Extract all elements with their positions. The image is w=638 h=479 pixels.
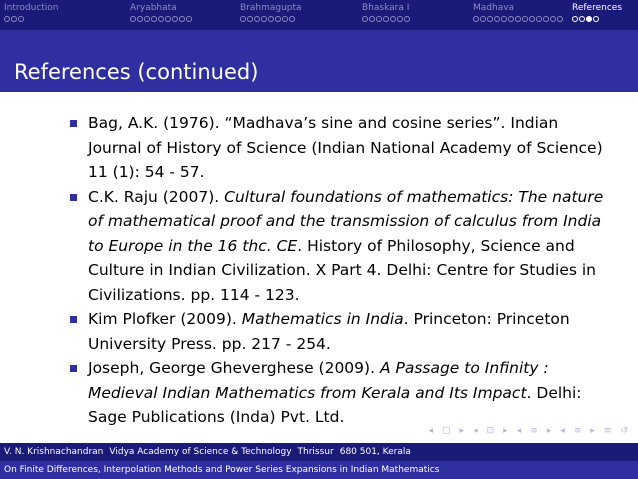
reference-details: . Delhi: Sage Publications (Inda) Pvt. Ltd. [88,383,582,426]
nav-section-dots [130,16,192,22]
footer-talk-title: On Finite Differences, Interpolation Methods and Power Series Expansions in Indian Mathematics [4,465,440,475]
reference-list [70,111,610,430]
footer-author-bar [0,443,638,461]
frame-dot[interactable] [579,16,585,22]
current-frame-dot[interactable] [586,16,592,22]
footer-institute: Vidya Academy of Science & Technology [109,447,292,457]
frame-dot[interactable] [151,16,157,22]
nav-next-section-icon[interactable]: ▸ [546,426,552,436]
frame-dot[interactable] [480,16,486,22]
frame-dot[interactable] [362,16,368,22]
reference-title: Cultural foundations of mathematics: The nature of mathematical proof and the transmission of calculus from India to Europe in the 16 thc. CE [88,187,604,255]
frame-dot[interactable] [172,16,178,22]
nav-prev-subsection-icon[interactable]: ◂ [473,426,478,436]
nav-frame-icon[interactable]: □ [442,426,451,436]
nav-menu-icon[interactable]: ≡ [603,426,612,436]
frame-dot[interactable] [254,16,260,22]
frame-dot[interactable] [369,16,375,22]
frame-dot[interactable] [186,16,192,22]
frame-dot[interactable] [529,16,535,22]
nav-section-madhava[interactable] [473,3,563,22]
frame-dot[interactable] [494,16,500,22]
nav-section-icon[interactable]: ≡ [530,426,538,436]
reference-title: Mathematics in India [241,310,404,328]
frame-dot[interactable] [158,16,164,22]
nav-section-label: References [572,3,623,13]
frame-dot[interactable] [165,16,171,22]
reference-item [70,185,610,308]
reference-text: Bag, A.K. (1976). “Madhava’s sine and cosine series”. Indian Journal of History of Science (Indian National Academy of Science) 11 (1): 54 - 57. [88,114,603,181]
frame-dot[interactable] [376,16,382,22]
frame-dot[interactable] [404,16,410,22]
frame-dot[interactable] [473,16,479,22]
nav-section-label: Bhaskara I [362,3,410,13]
nav-prev-frame-icon[interactable]: ◂ [428,426,434,436]
reference-author: Kim Plofker (2009). [88,310,242,328]
nav-section-dots [362,16,410,22]
frame-dot[interactable] [543,16,549,22]
nav-section-aryabhata[interactable] [130,3,192,22]
frame-dot[interactable] [275,16,281,22]
frame-dot[interactable] [282,16,288,22]
footer-author: V. N. Krishnachandran [4,447,104,457]
bullet-square-icon [70,365,77,372]
reference-author: C.K. Raju (2007). [88,187,225,206]
reference-item [70,307,610,356]
frame-dot[interactable] [383,16,389,22]
frame-dot[interactable] [593,16,599,22]
bullet-square-icon [70,120,77,127]
reference-details: . Princeton: Princeton University Press. pp. 217 - 254. [88,310,570,353]
frame-dot[interactable] [390,16,396,22]
frame-dot[interactable] [289,16,295,22]
nav-search-back-icon[interactable]: ↺ [620,426,628,436]
frame-dot[interactable] [515,16,521,22]
nav-section-label: Brahmagupta [240,3,302,13]
frame-dot[interactable] [522,16,528,22]
frame-dot[interactable] [179,16,185,22]
nav-subsection-icon[interactable]: ⊡ [486,426,495,436]
frame-dot[interactable] [130,16,136,22]
frame-dot[interactable] [501,16,507,22]
frame-dot[interactable] [268,16,274,22]
frame-dot[interactable] [487,16,493,22]
reference-item [70,111,610,185]
nav-section-references[interactable] [572,3,622,22]
nav-section-label: Introduction [4,3,59,13]
frame-dot[interactable] [508,16,514,22]
frame-dot[interactable] [536,16,542,22]
section-navigation-bar [0,0,638,30]
reference-item [70,356,610,430]
frame-dot[interactable] [4,16,10,22]
nav-section-introduction[interactable] [4,3,59,22]
frame-dot[interactable] [261,16,267,22]
nav-next-frame-icon[interactable]: ▸ [459,426,465,436]
frame-dot[interactable] [18,16,24,22]
bullet-square-icon [70,316,77,323]
frame-dot[interactable] [572,16,578,22]
frame-dot[interactable] [144,16,150,22]
frame-dot[interactable] [247,16,253,22]
slide-title: References (continued) [14,60,259,84]
nav-prev-section-icon[interactable]: ◂ [516,426,522,436]
reference-author: Joseph, George Gheverghese (2009). [88,359,380,377]
nav-section-label: Madhava [473,3,515,13]
slide-title-bar [0,30,638,92]
footer-city: Thrissur [297,447,334,457]
reference-details: . History of Philosophy, Science and Culture in Indian Civilization. X Part 4. Delhi: Centre for Studies in Civilizations. pp. 114 - 123. [88,236,596,304]
footer-author-line [4,446,417,458]
frame-dot[interactable] [240,16,246,22]
nav-section-bhaskara[interactable] [362,3,410,22]
frame-dot[interactable] [11,16,17,22]
nav-next-doc-icon[interactable]: ▸ [590,426,595,436]
frame-dot[interactable] [397,16,403,22]
nav-section-dots [240,16,302,22]
nav-next-subsection-icon[interactable]: ▸ [503,426,508,436]
frame-dot[interactable] [557,16,563,22]
footer-pin: 680 501, Kerala [339,447,411,457]
beamer-navigation-symbols [429,426,629,436]
nav-section-dots [473,16,563,22]
nav-prev-doc-icon[interactable]: ◂ [560,426,565,436]
bullet-square-icon [70,194,77,201]
frame-dot[interactable] [550,16,556,22]
nav-doc-icon[interactable]: ≡ [573,426,582,436]
nav-section-label: Aryabhata [130,3,177,13]
nav-section-dots [4,16,59,22]
reference-title: A Passage to Infinity : Medieval Indian Mathematics from Kerala and Its Impact [88,359,549,402]
footer-title-bar [0,461,638,479]
nav-section-brahmagupta[interactable] [240,3,302,22]
nav-section-dots [572,16,622,22]
frame-dot[interactable] [137,16,143,22]
